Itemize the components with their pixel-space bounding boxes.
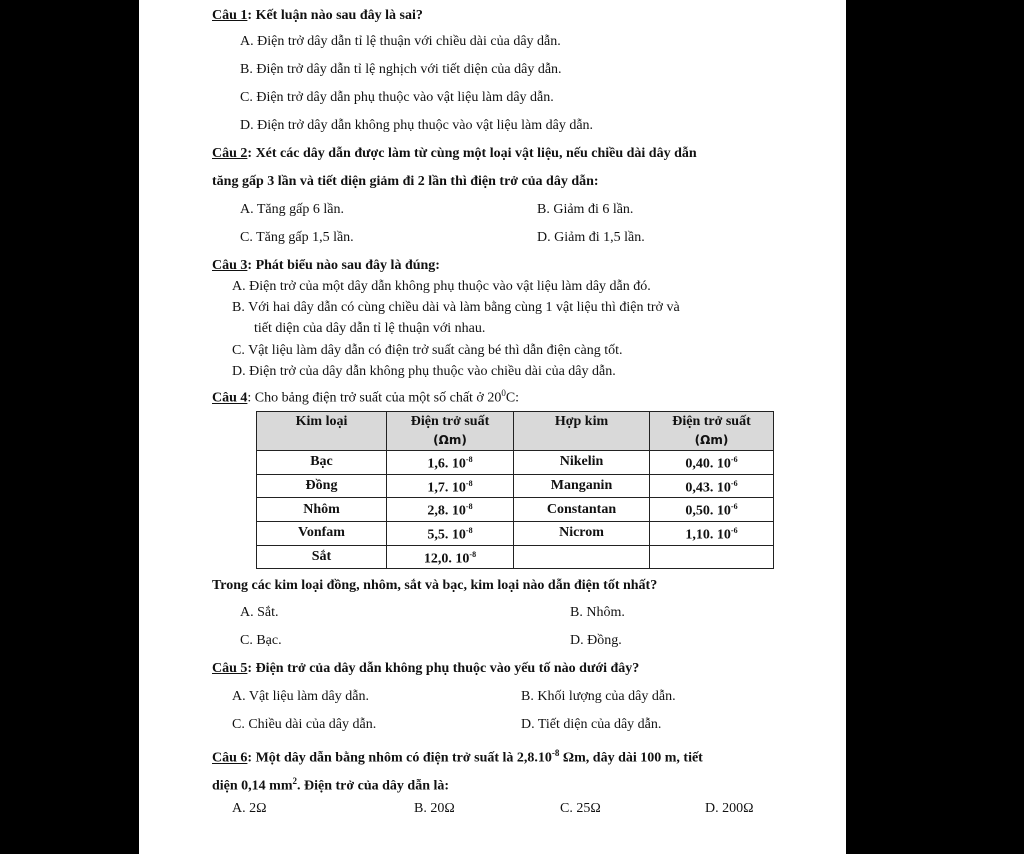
q2-option-b: B. Giảm đi 6 lần. — [537, 202, 634, 217]
degree-superscript: 0 — [501, 388, 506, 398]
cell-alloy-value — [650, 545, 774, 569]
value-exponent: -8 — [465, 455, 473, 464]
cell-metal: Vonfam — [257, 521, 387, 545]
value-mantissa: 1,6. 10 — [427, 456, 466, 472]
exponent: 2 — [292, 776, 297, 786]
question-number: Câu 3 — [212, 258, 248, 273]
q4-option-c: C. Bạc. — [240, 633, 282, 648]
header-resistivity-label: Điện trở suất — [410, 414, 490, 429]
question-1-stem — [212, 7, 423, 25]
question-5-stem — [212, 660, 639, 678]
q6-option-c: C. 25Ω — [560, 801, 601, 816]
cell-metal: Sắt — [257, 545, 387, 569]
q2-option-c: C. Tăng gấp 1,5 lần. — [240, 230, 354, 245]
q5-option-b: B. Khối lượng của dây dẫn. — [521, 689, 676, 704]
q2-option-a: A. Tăng gấp 6 lần. — [240, 202, 344, 217]
question-6-stem-line2 — [212, 772, 449, 796]
question-4-stem — [212, 384, 519, 408]
question-text: : Cho bảng điện trở suất của một số chất ở 20 — [247, 390, 502, 406]
header-alloy-resistivity-unit: (Ωm) — [694, 433, 729, 447]
question-text-cont: . Điện trở của dây dẫn là: — [297, 778, 450, 794]
table-row — [257, 451, 774, 475]
question-6-stem-line1 — [212, 744, 703, 768]
exponent: -8 — [551, 748, 560, 758]
question-text: : Phát biểu nào sau đây là đúng: — [247, 258, 440, 273]
value-mantissa: 0,40. 10 — [685, 456, 731, 472]
value-mantissa: 1,7. 10 — [427, 480, 466, 496]
cell-metal-value — [387, 498, 514, 522]
table-row — [257, 498, 774, 522]
value-exponent: -6 — [730, 525, 738, 535]
q5-option-d: D. Tiết diện của dây dẫn. — [521, 717, 662, 732]
question-text: : Kết luận nào sau đây là sai? — [247, 8, 423, 23]
question-2-stem-line2: tăng gấp 3 lần và tiết diện giảm đi 2 lần thì điện trở của dây dẫn: — [212, 174, 599, 189]
value-exponent: -6 — [730, 502, 738, 512]
q3-option-a: A. Điện trở của một dây dẫn không phụ thuộc vào vật liệu làm dây dẫn đó. — [232, 279, 651, 294]
q5-option-a: A. Vật liệu làm dây dẫn. — [232, 689, 369, 704]
question-text: diện 0,14 mm — [212, 778, 293, 794]
cell-metal-value — [387, 545, 514, 569]
cell-metal-value — [387, 474, 514, 498]
resistivity-table — [256, 411, 774, 569]
table-row — [257, 474, 774, 498]
cell-alloy: Nikelin — [514, 451, 650, 475]
cell-alloy: Manganin — [514, 474, 650, 498]
q3-option-b-line1: B. Với hai dây dẫn có cùng chiều dài và làm bằng cùng 1 vật liệu thì điện trở và — [232, 300, 680, 315]
cell-alloy — [514, 545, 650, 569]
cell-alloy-value — [650, 498, 774, 522]
value-mantissa: 0,43. 10 — [685, 480, 731, 496]
value-exponent: -8 — [469, 549, 477, 559]
q4-question: Trong các kim loại đồng, nhôm, sắt và bạc, kim loại nào dẫn điện tốt nhất? — [212, 578, 658, 593]
question-text-unit: C: — [505, 390, 520, 406]
document-page — [139, 0, 846, 854]
q4-option-d: D. Đồng. — [570, 633, 622, 648]
q6-option-a: A. 2Ω — [232, 801, 267, 816]
value-exponent: -8 — [465, 478, 473, 488]
cell-metal: Đồng — [257, 474, 387, 498]
q6-option-b: B. 20Ω — [414, 801, 455, 816]
cell-alloy: Constantan — [514, 498, 650, 522]
question-3-stem — [212, 257, 440, 275]
question-text: : Điện trở của dây dẫn không phụ thuộc vào yếu tố nào dưới đây? — [247, 661, 640, 676]
cell-alloy-value — [650, 451, 774, 475]
value-exponent: -8 — [465, 502, 473, 512]
q1-option-b: B. Điện trở dây dẫn tỉ lệ nghịch với tiết diện của dây dẫn. — [240, 62, 562, 77]
cell-metal: Nhôm — [257, 498, 387, 522]
header-resistivity-unit: (Ωm) — [433, 433, 467, 447]
q6-option-d: D. 200Ω — [705, 801, 754, 816]
question-2-stem-line1 — [212, 145, 697, 163]
table-row — [257, 521, 774, 545]
table-row — [257, 545, 774, 569]
question-number: Câu 4 — [212, 390, 248, 406]
q3-option-c: C. Vật liệu làm dây dẫn có điện trở suất càng bé thì dẫn điện càng tốt. — [232, 343, 623, 358]
value-exponent: -6 — [730, 455, 738, 464]
header-resistivity — [387, 412, 514, 451]
question-number: Câu 5 — [212, 661, 248, 676]
q3-option-d: D. Điện trở của dây dẫn không phụ thuộc vào chiều dài của dây dẫn. — [232, 364, 616, 379]
header-metal: Kim loại — [257, 412, 387, 451]
value-mantissa: 2,8. 10 — [427, 503, 466, 519]
q4-option-a: A. Sắt. — [240, 605, 279, 620]
header-alloy: Hợp kim — [514, 412, 650, 451]
question-text: : Xét các dây dẫn được làm từ cùng một loại vật liệu, nếu chiều dài dây dẫn — [247, 146, 697, 161]
value-exponent: -8 — [465, 525, 473, 535]
table-header-row — [257, 412, 774, 451]
value-mantissa: 0,50. 10 — [685, 503, 731, 519]
cell-alloy: Nicrom — [514, 521, 650, 545]
value-exponent: -6 — [730, 478, 738, 488]
q1-option-a: A. Điện trở dây dẫn tỉ lệ thuận với chiều dài của dây dẫn. — [240, 34, 561, 49]
cell-metal-value — [387, 451, 514, 475]
question-number: Câu 6 — [212, 750, 248, 766]
cell-alloy-value — [650, 474, 774, 498]
q5-option-c: C. Chiều dài của dây dẫn. — [232, 717, 377, 732]
cell-metal: Bạc — [257, 451, 387, 475]
q3-option-b-line2: tiết diện của dây dẫn tỉ lệ thuận với nhau. — [254, 321, 486, 336]
question-text-cont: Ωm, dây dài 100 m, tiết — [559, 750, 703, 766]
q1-option-d: D. Điện trở dây dẫn không phụ thuộc vào vật liệu làm dây dẫn. — [240, 118, 594, 133]
question-number: Câu 1 — [212, 8, 248, 23]
value-mantissa: 12,0. 10 — [423, 551, 470, 567]
header-alloy-resistivity-label: Điện trở suất — [672, 414, 751, 429]
cell-alloy-value — [650, 521, 774, 545]
value-mantissa: 5,5. 10 — [427, 527, 466, 543]
question-text: : Một dây dẫn bằng nhôm có điện trở suất là 2,8.10 — [247, 750, 552, 766]
q4-option-b: B. Nhôm. — [570, 605, 625, 620]
q1-option-c: C. Điện trở dây dẫn phụ thuộc vào vật liệu làm dây dẫn. — [240, 90, 554, 105]
question-number: Câu 2 — [212, 146, 248, 161]
cell-metal-value — [387, 521, 514, 545]
header-alloy-resistivity — [650, 412, 774, 451]
q2-option-d: D. Giảm đi 1,5 lần. — [537, 230, 645, 245]
value-mantissa: 1,10. 10 — [685, 527, 731, 543]
